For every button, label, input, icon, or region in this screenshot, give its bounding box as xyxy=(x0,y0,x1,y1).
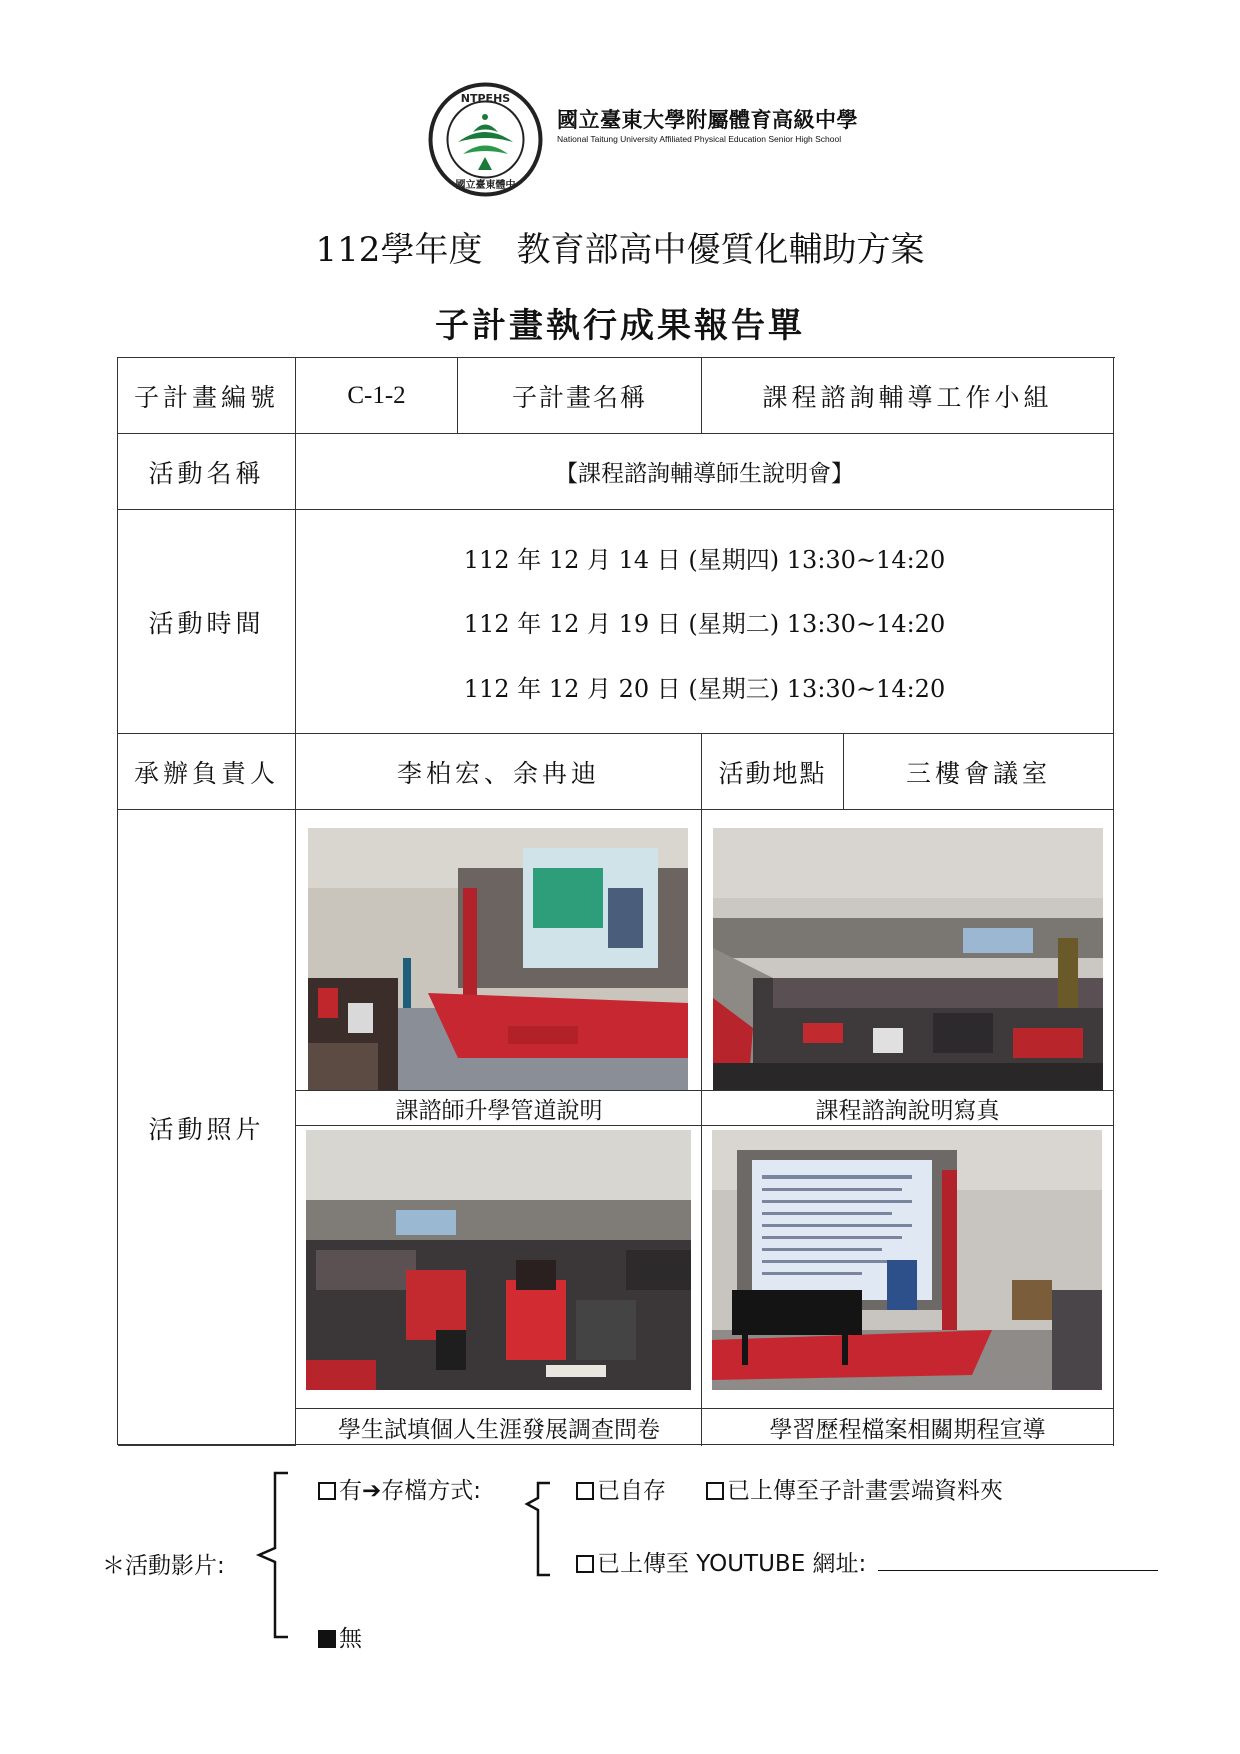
has-label: 有 xyxy=(339,1478,362,1504)
youtube-label: 已上傳至 YOUTUBE 網址: xyxy=(597,1551,867,1577)
activity-times xyxy=(296,510,1114,734)
photo-caption-1: 課諮師升學管道說明 xyxy=(296,1090,702,1126)
activity-time-3: 112 年 12 月 20 日 (星期三) 13:30~14:20 xyxy=(463,674,946,703)
svg-text:國立臺東體中: 國立臺東體中 xyxy=(455,180,516,191)
project-number: C-1-2 xyxy=(296,358,458,434)
report-table xyxy=(117,357,1115,1445)
project-name: 課程諮詢輔導工作小組 xyxy=(702,358,1114,434)
activity-name-label: 活動名稱 xyxy=(118,434,296,510)
activity-name: 【課程諮詢輔導師生說明會】 xyxy=(296,434,1114,510)
self-saved-checkbox-icon[interactable] xyxy=(576,1482,594,1500)
organizer: 李柏宏、余冉迪 xyxy=(296,734,702,810)
none-label: 無 xyxy=(339,1626,362,1652)
activity-photo-2 xyxy=(713,828,1103,1090)
location-label: 活動地點 xyxy=(702,734,844,810)
activity-time-label: 活動時間 xyxy=(118,510,296,734)
photo-caption-4: 學習歷程檔案相關期程宣導 xyxy=(701,1408,1114,1446)
video-label: ＊活動影片: xyxy=(102,1553,225,1579)
school-logo xyxy=(428,82,543,197)
video-none-option[interactable] xyxy=(318,1620,362,1653)
arrow-icon: ➔ xyxy=(362,1478,382,1504)
video-self-saved-option[interactable] xyxy=(576,1472,666,1505)
document-title: 112學年度 教育部高中優質化輔助方案 xyxy=(315,230,925,270)
video-has-option[interactable] xyxy=(318,1472,481,1505)
video-youtube-option[interactable] xyxy=(576,1545,866,1578)
left-brace-icon xyxy=(253,1470,293,1640)
activity-time-2: 112 年 12 月 19 日 (星期二) 13:30~14:20 xyxy=(463,610,946,638)
has-checkbox-icon[interactable] xyxy=(318,1482,336,1500)
activity-photo-3 xyxy=(306,1130,691,1390)
photo-caption-2: 課程諮詢說明寫真 xyxy=(701,1090,1114,1126)
activity-time-1: 112 年 12 月 14 日 (星期四) 13:30~14:20 xyxy=(463,545,946,574)
organizer-label: 承辦負責人 xyxy=(118,734,296,810)
project-number-label: 子計畫編號 xyxy=(118,358,296,434)
self-saved-label: 已自存 xyxy=(597,1478,666,1504)
svg-text:NTPEHS: NTPEHS xyxy=(460,92,511,105)
video-cloud-option[interactable] xyxy=(706,1472,1003,1505)
cloud-label: 已上傳至子計畫雲端資料夾 xyxy=(727,1478,1003,1504)
project-name-label: 子計畫名稱 xyxy=(458,358,702,434)
storage-brace-icon xyxy=(522,1480,554,1578)
youtube-checkbox-icon[interactable] xyxy=(576,1555,594,1573)
activity-photo-1 xyxy=(308,828,688,1090)
cloud-checkbox-icon[interactable] xyxy=(706,1482,724,1500)
storage-label: 存檔方式: xyxy=(381,1478,482,1504)
location: 三樓會議室 xyxy=(844,734,1114,810)
photo-caption-3: 學生試填個人生涯發展調查問卷 xyxy=(296,1408,702,1446)
youtube-url-blank[interactable] xyxy=(878,1570,1158,1571)
school-name-zh: 國立臺東大學附屬體育高級中學 xyxy=(557,108,858,132)
document-subtitle: 子計畫執行成果報告單 xyxy=(435,306,805,346)
photo-grid xyxy=(296,810,1114,1446)
school-name-en: National Taitung University Affiliated Physical Education Senior High School xyxy=(557,134,842,144)
activity-photo-4 xyxy=(712,1130,1102,1390)
none-checkbox-checked-icon[interactable] xyxy=(318,1630,336,1648)
photos-label: 活動照片 xyxy=(118,810,296,1446)
